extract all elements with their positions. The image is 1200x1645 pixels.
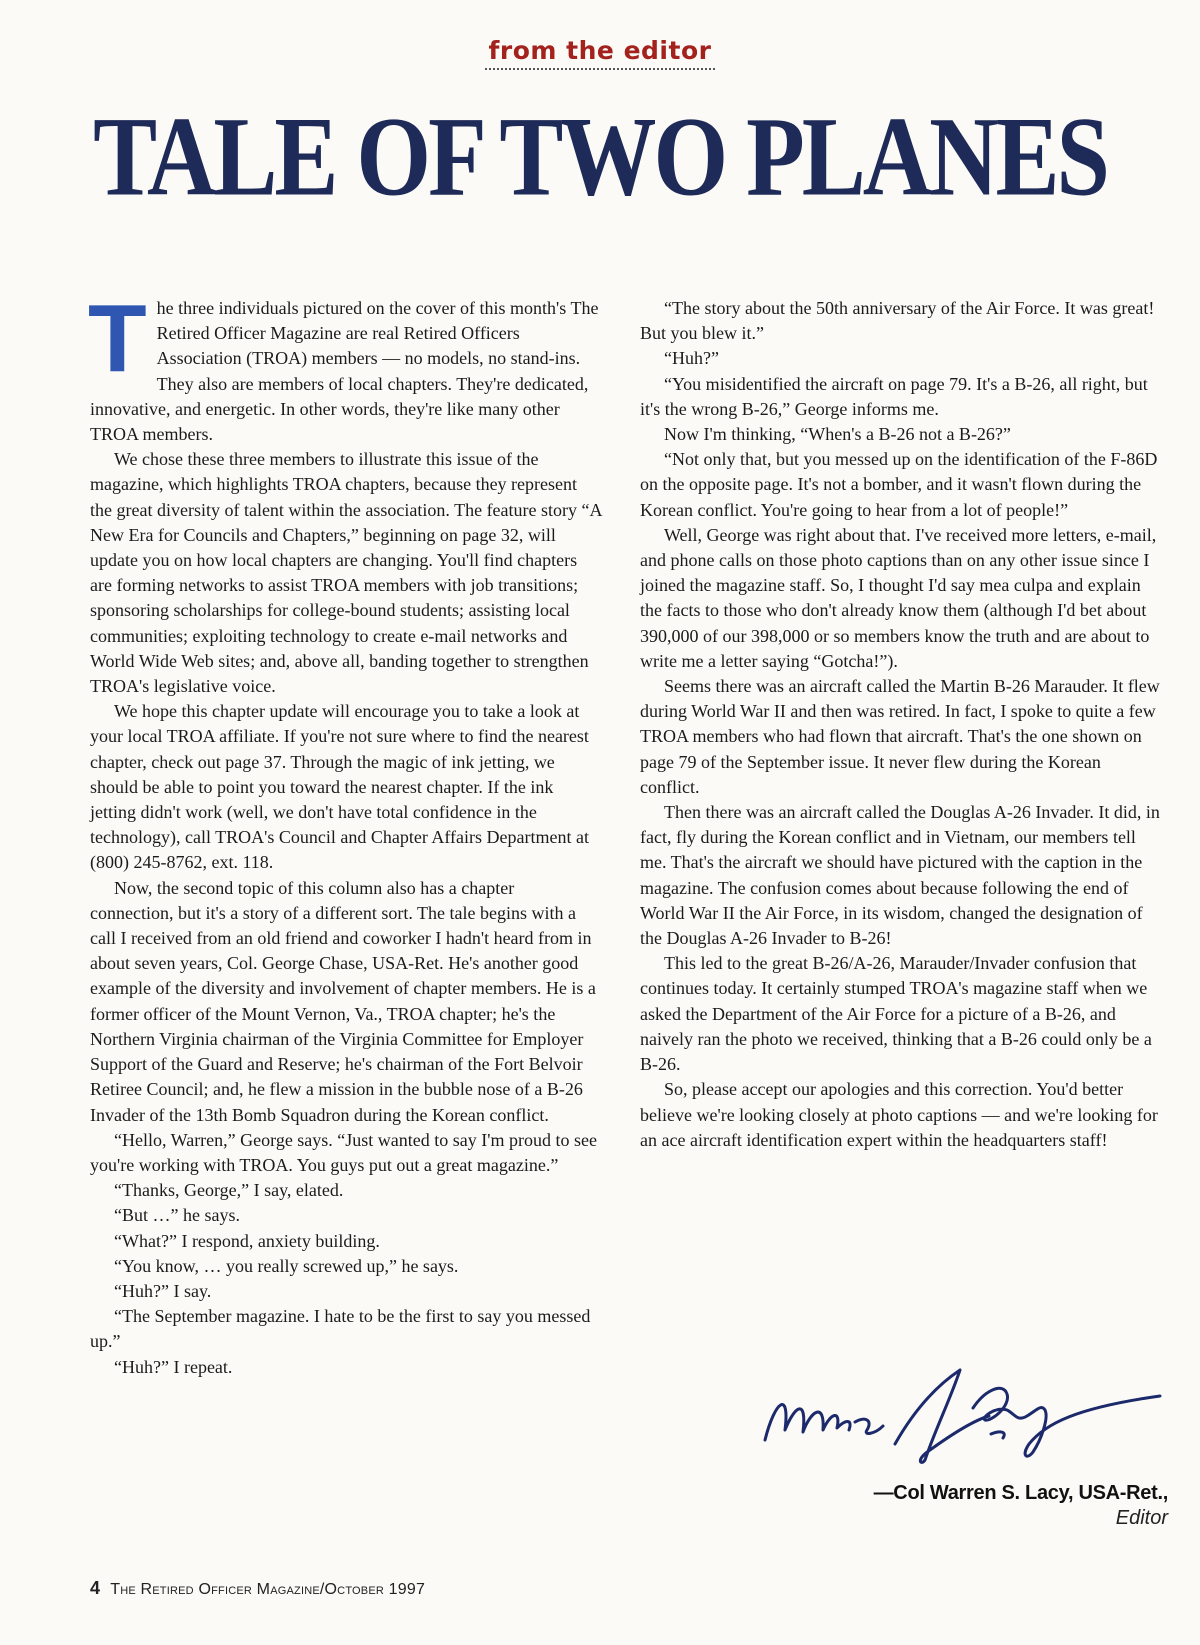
paragraph-text: he three individuals pictured on the cover of this month's The Retired Officer Magazine are real Retired Officers Association (TROA) members — no models, no stand-ins. They also are members of local chapters. They're dedicated, innovative, and energetic. In other words, they're like many other TROA members. xyxy=(90,298,599,445)
paragraph: “Not only that, but you messed up on the identification of the F-86D on the opposite page. It's not a bomber, and it wasn't flown during the Korean conflict. You're going to hear from a lot of people!” xyxy=(640,449,1158,520)
paragraph: We hope this chapter update will encourage you to take a look at your local TROA affiliate. If you're not sure where to find the nearest chapter, check out page 37. Through the magic of ink jetting, we should be able to point you toward the nearest chapter. If the ink jetting didn't work (well, we don't have total confidence in the technology), call TROA's Council and Chapter Affairs Department at (800) 245-8762, ext. 118. xyxy=(90,701,589,873)
page-footer xyxy=(90,1578,425,1599)
paragraph: “But …” he says. xyxy=(114,1205,240,1226)
article-column-left xyxy=(88,285,602,1380)
paragraph: Now I'm thinking, “When's a B-26 not a B-26?” xyxy=(664,424,1011,445)
paragraph: “What?” I respond, anxiety building. xyxy=(114,1230,380,1251)
paragraph: “Huh?” I repeat. xyxy=(114,1356,233,1377)
paragraph: Seems there was an aircraft called the Martin B-26 Marauder. It flew during World War II and then was retired. In fact, I spoke to quite a few TROA members who had flown that aircraft. That's the one shown on page 79 of the September issue. It never flew during the Korean conflict. xyxy=(640,676,1160,797)
article-column-right xyxy=(640,296,1160,1153)
paragraph: Well, George was right about that. I've received more letters, e-mail, and phone calls on those photo captions than on any other issue since I joined the magazine staff. So, I thought I'd say mea culpa and explain the facts to those who don't already know them (although I'd bet about 390,000 of our 398,000 or so members know the truth and are about to write me a letter saying “Gotcha!”). xyxy=(640,524,1157,671)
page-title: TALE OF TWO PLANES xyxy=(93,92,1107,220)
paragraph: Then there was an aircraft called the Douglas A-26 Invader. It did, in fact, fly during the Korean conflict and in Vietnam, our members tell me. That's the aircraft we should have pictured with the caption in the magazine. The confusion comes about because following the end of World War II the Air Force, in its wisdom, changed the designation of the Douglas A-26 Invader to B-26! xyxy=(640,802,1160,949)
paragraph: “You know, … you really screwed up,” he says. xyxy=(114,1255,459,1276)
paragraph: “The story about the 50th anniversary of the Air Force. It was great! But you blew it.” xyxy=(640,298,1155,344)
page-number: 4 xyxy=(90,1578,101,1598)
paragraph: “Hello, Warren,” George says. “Just wanted to say I'm proud to see you're working with TROA. You guys put out a great magazine.” xyxy=(90,1129,597,1175)
paragraph: “You misidentified the aircraft on page 79. It's a B-26, all right, but it's the wrong B-26,” George informs me. xyxy=(640,373,1148,419)
section-kicker xyxy=(0,36,1200,70)
paragraph: So, please accept our apologies and this correction. You'd better believe we're looking closely at photo captions — and we're looking for an ace aircraft identification expert within the headquarters staff! xyxy=(640,1079,1158,1150)
paragraph: “Thanks, George,” I say, elated. xyxy=(114,1180,344,1201)
paragraph: “The September magazine. I hate to be the first to say you messed up.” xyxy=(90,1306,591,1352)
publication-line: The Retired Officer Magazine/October 1997 xyxy=(110,1581,426,1598)
editor-signature xyxy=(745,1360,1165,1470)
paragraph: “Huh?” xyxy=(664,348,719,369)
byline xyxy=(874,1482,1168,1530)
paragraph xyxy=(88,285,602,447)
author-name: —Col Warren S. Lacy, USA-Ret., xyxy=(873,1482,1168,1504)
author-title: Editor xyxy=(1115,1507,1168,1529)
drop-cap: T xyxy=(88,285,147,392)
paragraph: We chose these three members to illustrate this issue of the magazine, which highlights TROA chapters, because they represent the great diversity of talent within the association. The feature story “A New Era for Councils and Chapters,” beginning on page 32, will update you on how local chapters are changing. You'll find chapters are forming networks to assist TROA members with job transitions; sponsoring scholarships for college-bound students; assisting local communities; exploiting technology to create e-mail networks and World Wide Web sites; and, above all, banding together to strengthen TROA's legislative voice. xyxy=(90,449,602,697)
paragraph: This led to the great B-26/A-26, Marauder/Invader confusion that continues today. It certainly stumped TROA's magazine staff when we asked the Department of the Air Force for a picture of a B-26, and naively ran the photo we received, thinking that a B-26 could only be a B-26. xyxy=(640,953,1152,1075)
kicker-text: from the editor xyxy=(485,36,716,70)
paragraph: Now, the second topic of this column also has a chapter connection, but it's a story of a different sort. The tale begins with a call I received from an old friend and coworker I hadn't heard from in about seven years, Col. George Chase, USA-Ret. He's another good example of the diversity and involvement of chapter members. He is a former officer of the Mount Vernon, Va., TROA chapter; he's the Northern Virginia chairman of the Virginia Committee for Employer Support of the Guard and Reserve; he's chairman of the Fort Belvoir Retiree Council; and, he flew a mission in the bubble nose of a B-26 Invader of the 13th Bomb Squadron during the Korean conflict. xyxy=(90,877,596,1125)
paragraph: “Huh?” I say. xyxy=(114,1280,212,1301)
